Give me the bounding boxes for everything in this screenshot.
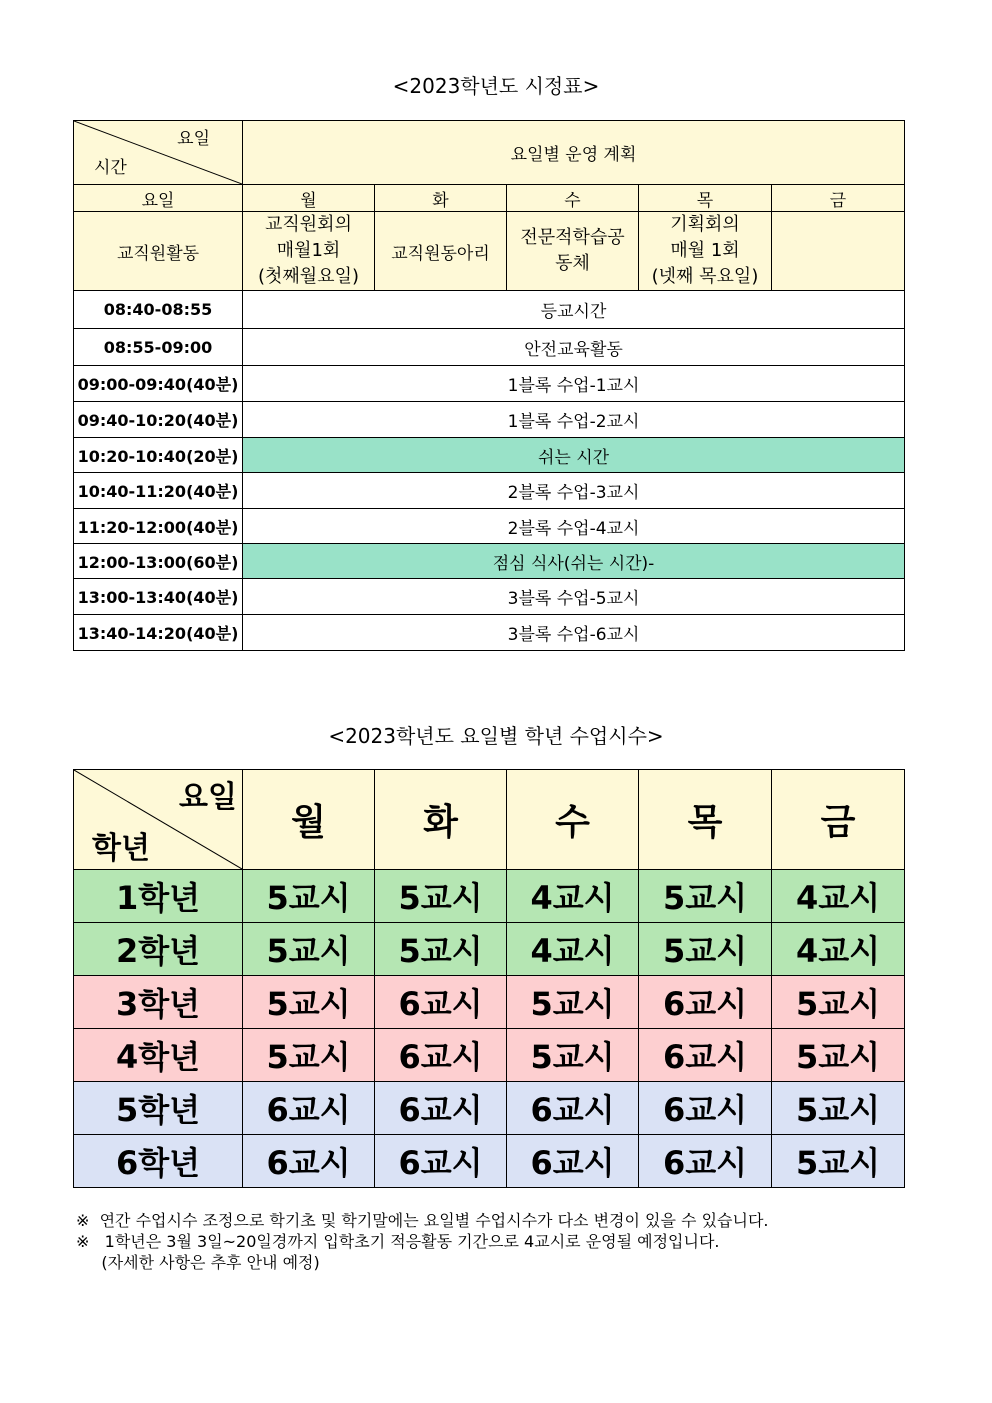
grades-title: <2023학년도 요일별 학년 수업시수>: [328, 724, 664, 748]
period-cell: 6교시: [639, 976, 772, 1029]
day-header-wed: 수: [507, 185, 639, 212]
content-cell: 1블록 수업-1교시: [243, 366, 905, 402]
day-header-tue: 화: [375, 185, 507, 212]
period-cell: 6교시: [375, 1082, 507, 1135]
schedule-row: [74, 509, 905, 544]
period-cell: 5교시: [772, 1135, 905, 1188]
content-cell: 1블록 수업-2교시: [243, 402, 905, 438]
time-cell: 09:00-09:40(40분): [74, 366, 243, 402]
corner-grade-label: 학년: [92, 831, 150, 866]
footnote-2: ※ 1학년은 3월 3일~20일경까지 입학초기 적응활동 기간으로 4교시로 운영될 예정입니다.: [76, 1232, 720, 1251]
schedule-corner-cell: [74, 121, 243, 185]
period-cell: 5교시: [772, 1029, 905, 1082]
grade-day-wed: 수: [507, 770, 639, 870]
period-cell: 5교시: [639, 923, 772, 976]
period-cell: 5교시: [375, 870, 507, 923]
period-cell: 6교시: [507, 1082, 639, 1135]
period-cell: 6교시: [375, 1135, 507, 1188]
day-row-label: 요일: [74, 185, 243, 212]
content-cell: 3블록 수업-5교시: [243, 579, 905, 615]
schedule-row: [74, 544, 905, 579]
schedule-row: [74, 438, 905, 473]
period-cell: 4교시: [507, 870, 639, 923]
footnote-3: (자세한 사항은 추후 안내 예정): [76, 1253, 320, 1272]
period-cell: 5교시: [243, 923, 375, 976]
period-cell: 5교시: [243, 870, 375, 923]
content-cell: 등교시간: [243, 291, 905, 329]
grade-row: [74, 923, 905, 976]
time-cell: 11:20-12:00(40분): [74, 509, 243, 544]
period-cell: 5교시: [772, 1082, 905, 1135]
break-cell: 쉬는 시간: [243, 438, 905, 473]
time-cell: 13:00-13:40(40분): [74, 579, 243, 615]
period-cell: 6교시: [639, 1135, 772, 1188]
activity-tue: 교직원동아리: [375, 212, 507, 291]
lunch-cell: 점심 식사(쉬는 시간)-: [243, 544, 905, 579]
grade-label: 1학년: [74, 870, 243, 923]
grade-label: 2학년: [74, 923, 243, 976]
content-cell: 2블록 수업-3교시: [243, 473, 905, 509]
activity-mon: 교직원회의 매월1회 (첫째월요일): [243, 212, 375, 291]
grade-row: [74, 1082, 905, 1135]
plan-header: 요일별 운영 계획: [243, 121, 905, 185]
content-cell: 안전교육활동: [243, 329, 905, 366]
time-cell: 10:20-10:40(20분): [74, 438, 243, 473]
schedule-row: [74, 615, 905, 651]
period-cell: 6교시: [639, 1029, 772, 1082]
period-cell: 6교시: [375, 976, 507, 1029]
grade-day-tue: 화: [375, 770, 507, 870]
grade-label: 6학년: [74, 1135, 243, 1188]
grades-table: [73, 769, 905, 1188]
corner-day-label: 요일: [179, 780, 237, 815]
period-cell: 5교시: [639, 870, 772, 923]
period-cell: 6교시: [507, 1135, 639, 1188]
corner-day-label: 요일: [177, 129, 210, 149]
grade-label: 4학년: [74, 1029, 243, 1082]
activity-thu: 기획회의 매월 1회 (넷째 목요일): [639, 212, 772, 291]
day-header-thu: 목: [639, 185, 772, 212]
footnotes: [76, 1210, 768, 1273]
grade-label: 3학년: [74, 976, 243, 1029]
period-cell: 5교시: [375, 923, 507, 976]
period-cell: 6교시: [639, 1082, 772, 1135]
time-cell: 13:40-14:20(40분): [74, 615, 243, 651]
period-cell: 4교시: [507, 923, 639, 976]
period-cell: 5교시: [772, 976, 905, 1029]
period-cell: 5교시: [507, 1029, 639, 1082]
time-cell: 12:00-13:00(60분): [74, 544, 243, 579]
schedule-title: <2023학년도 시정표>: [392, 74, 600, 98]
corner-time-label: 시간: [94, 158, 127, 178]
day-header-mon: 월: [243, 185, 375, 212]
schedule-table: [73, 120, 905, 651]
grade-label: 5학년: [74, 1082, 243, 1135]
grade-day-mon: 월: [243, 770, 375, 870]
time-cell: 08:55-09:00: [74, 329, 243, 366]
day-header-fri: 금: [772, 185, 905, 212]
schedule-row: [74, 579, 905, 615]
period-cell: 5교시: [243, 1029, 375, 1082]
content-cell: 2블록 수업-4교시: [243, 509, 905, 544]
schedule-row: [74, 366, 905, 402]
schedule-row: [74, 291, 905, 329]
period-cell: 6교시: [375, 1029, 507, 1082]
period-cell: 4교시: [772, 870, 905, 923]
schedule-row: [74, 473, 905, 509]
activity-label: 교직원활동: [74, 212, 243, 291]
period-cell: 6교시: [243, 1135, 375, 1188]
period-cell: 6교시: [243, 1082, 375, 1135]
activity-fri: [772, 212, 905, 291]
time-cell: 10:40-11:20(40분): [74, 473, 243, 509]
activity-wed: 전문적학습공 동체: [507, 212, 639, 291]
grade-row: [74, 1135, 905, 1188]
grade-row: [74, 870, 905, 923]
content-cell: 3블록 수업-6교시: [243, 615, 905, 651]
time-cell: 08:40-08:55: [74, 291, 243, 329]
footnote-1: ※ 연간 수업시수 조정으로 학기초 및 학기말에는 요일별 수업시수가 다소 변경이 있을 수 있습니다.: [76, 1211, 769, 1230]
grade-row: [74, 976, 905, 1029]
grades-corner-cell: [74, 770, 243, 870]
schedule-row: [74, 402, 905, 438]
period-cell: 5교시: [243, 976, 375, 1029]
grade-row: [74, 1029, 905, 1082]
period-cell: 4교시: [772, 923, 905, 976]
grade-day-fri: 금: [772, 770, 905, 870]
period-cell: 5교시: [507, 976, 639, 1029]
grade-day-thu: 목: [639, 770, 772, 870]
time-cell: 09:40-10:20(40분): [74, 402, 243, 438]
schedule-row: [74, 329, 905, 366]
